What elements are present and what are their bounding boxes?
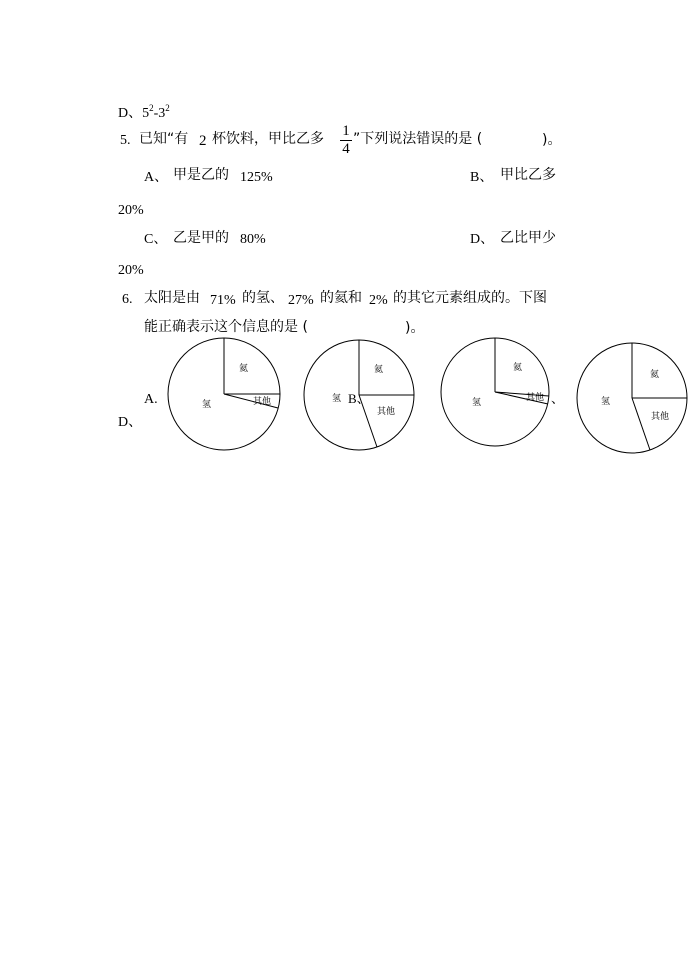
- slice-label-helium: 氦: [650, 370, 660, 380]
- slice-label-hydrogen: 氢: [332, 394, 342, 404]
- q5-option-c-text: 乙是甲的: [173, 230, 229, 246]
- slice-label-hydrogen: 氢: [202, 400, 212, 410]
- slice-label-hydrogen: 氢: [601, 397, 611, 407]
- prev-option-d: [118, 103, 170, 121]
- q5-text-end: )。: [542, 132, 562, 148]
- slice-label-helium: 氦: [239, 364, 249, 374]
- q6-line1-a: 太阳是由: [144, 290, 200, 306]
- q5-option-b-label: B、: [470, 170, 494, 185]
- q6-line1-c: 的氦和: [320, 290, 362, 306]
- q5-option-b-text: 甲比乙多: [500, 167, 556, 183]
- q5-text-c: ”下列说法错误的是 (: [353, 131, 483, 147]
- base: 3: [158, 106, 166, 121]
- q6-line1-b: 的氢、: [242, 290, 284, 306]
- option-label: D、: [118, 106, 143, 121]
- q5-option-c-value: 80%: [240, 232, 266, 247]
- q6-number: 6.: [122, 292, 133, 307]
- fraction-denominator: 4: [342, 141, 350, 157]
- q5-fraction: [340, 124, 352, 157]
- q5-option-d-value: 20%: [118, 263, 144, 278]
- q6-label-b: B、: [348, 391, 370, 406]
- slice-label-helium: 氦: [513, 363, 523, 373]
- pie-chart-d: [576, 342, 688, 454]
- slice-label-other: 其他: [526, 393, 545, 403]
- q6-value-2: 2%: [369, 293, 388, 308]
- q5-option-d-text: 乙比甲少: [500, 230, 556, 246]
- q5-option-d-label: D、: [470, 232, 495, 247]
- q6-value-27: 27%: [288, 293, 314, 308]
- fraction-numerator: 1: [342, 123, 350, 139]
- q6-label-c: 、: [551, 391, 565, 406]
- q6-label-d: D、: [118, 415, 143, 430]
- q5-option-a-value: 125%: [240, 170, 273, 185]
- slice-label-other: 其他: [377, 407, 396, 417]
- q5-text-b: 杯饮料，甲比乙多: [212, 131, 324, 147]
- minus-sign: -: [153, 106, 159, 121]
- q5-option-c-label: C、: [144, 232, 168, 247]
- q5-option-a-text: 甲是乙的: [173, 167, 229, 183]
- pie-chart-a: [167, 337, 281, 451]
- slice-label-other: 其他: [651, 412, 670, 422]
- q6-line2-end: )。: [405, 320, 425, 336]
- q5-num-cups: 2: [199, 133, 207, 149]
- exponent: 2: [165, 103, 170, 113]
- exponent: 2: [149, 103, 154, 113]
- q5-text-a: 已知“有: [139, 131, 189, 147]
- slice-label-helium: 氦: [374, 365, 384, 375]
- base: 5: [142, 106, 150, 121]
- q5-number: 5.: [120, 133, 131, 148]
- pie-chart-c: [440, 337, 550, 447]
- slice-label-other: 其他: [253, 397, 272, 407]
- q6-line2: 能正确表示这个信息的是 (: [144, 319, 308, 335]
- q5-option-a-label: A、: [144, 170, 169, 185]
- q5-option-b-value: 20%: [118, 203, 144, 218]
- q6-value-71: 71%: [210, 293, 236, 308]
- slice-label-hydrogen: 氢: [472, 398, 482, 408]
- q6-line1-d: 的其它元素组成的。下图: [393, 290, 547, 306]
- q6-label-a: A.: [144, 392, 158, 407]
